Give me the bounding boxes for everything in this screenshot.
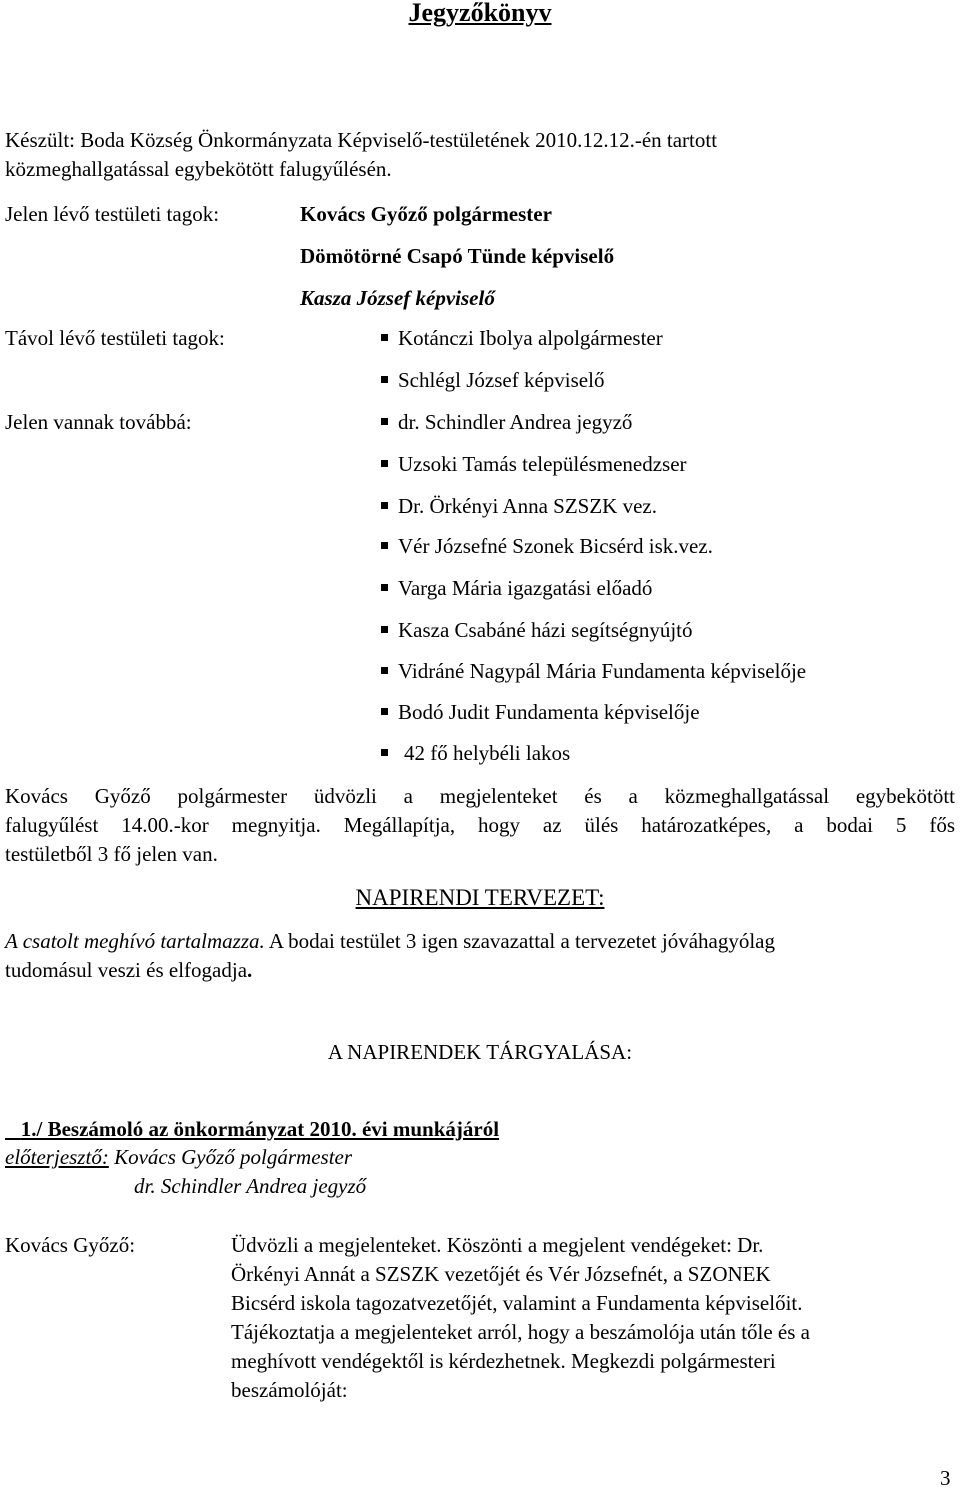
bullet-icon — [381, 667, 388, 674]
page-number: 3 — [940, 1466, 951, 1490]
agenda-line-1: A csatolt meghívó tartalmazza. A bodai testület 3 igen szavazattal a tervezetet jóváhagyólag — [5, 929, 775, 953]
bullet-icon — [381, 502, 388, 509]
bullet-icon — [381, 418, 388, 425]
speech-line: beszámolóját: — [231, 1378, 348, 1402]
intro-line-2: közmeghallgatással egybekötött falugyűlésén. — [5, 157, 392, 181]
agenda-line-2: tudomásul veszi és elfogadja. — [5, 958, 253, 982]
document-title: Jegyzőkönyv — [408, 0, 552, 27]
bullet-icon — [381, 460, 388, 467]
attendee-item: Vér Józsefné Szonek Bicsérd isk.vez. — [381, 534, 713, 558]
attendee-item: Bodó Judit Fundamenta képviselője — [381, 700, 700, 724]
bullet-icon — [381, 376, 388, 383]
attendee-item: Vidráné Nagypál Mária Fundamenta képviselője — [381, 659, 806, 683]
attendee-item: Kasza Csabáné házi segítségnyújtó — [381, 618, 693, 642]
item-1-presenter: előterjesztő: Kovács Győző polgármester — [5, 1145, 353, 1169]
absent-member: Kotánczi Ibolya alpolgármester — [381, 326, 663, 350]
present-member: Kovács Győző polgármester — [300, 202, 552, 226]
speech-line: meghívott vendégektől is kérdezhetnek. Megkezdi polgármesteri — [231, 1349, 776, 1373]
bullet-icon — [381, 334, 388, 341]
attendee-item: dr. Schindler Andrea jegyző — [381, 410, 632, 434]
speaker-label: Kovács Győző: — [5, 1233, 136, 1257]
discussion-heading: A NAPIRENDEK TÁRGYALÁSA: — [327, 1040, 633, 1064]
present-member: Dömötörné Csapó Tünde képviselő — [300, 244, 615, 268]
intro-line-1: Készült: Boda Község Önkormányzata Képviselő-testületének 2010.12.12.-én tartott — [5, 128, 718, 152]
item-1-title: 1./ Beszámoló az önkormányzat 2010. évi munkájáról — [20, 1117, 500, 1141]
bullet-icon — [381, 749, 388, 756]
bullet-icon — [381, 708, 388, 715]
agenda-heading: NAPIRENDI TERVEZET: — [355, 885, 605, 910]
present-member: Kasza József képviselő — [300, 286, 495, 310]
attendee-item: Uzsoki Tamás településmenedzser — [381, 452, 687, 476]
attendee-item: 42 fő helybéli lakos — [381, 741, 570, 765]
bullet-icon — [381, 626, 388, 633]
speech-line: Bicsérd iskola tagozatvezetőjét, valamint a Fundamenta képviselőit. — [231, 1291, 803, 1315]
item-1-presenter-2: dr. Schindler Andrea jegyző — [134, 1174, 367, 1198]
speech-line: Örkényi Annát a SZSZK vezetőjét és Vér Józsefnét, a SZONEK — [231, 1262, 771, 1286]
opening-line-3: testületből 3 fő jelen van. — [5, 842, 218, 866]
bullet-icon — [381, 584, 388, 591]
absent-label: Távol lévő testületi tagok: — [5, 326, 225, 350]
opening-line-2: falugyűlést 14.00.-kor megnyitja. Megállapítja, hogy az ülés határozatképes, a bodai 5 fős — [5, 813, 955, 837]
present-label: Jelen lévő testületi tagok: — [5, 202, 220, 226]
others-label: Jelen vannak továbbá: — [5, 410, 192, 434]
speech-line: Üdvözli a megjelenteket. Köszönti a megjelent vendégeket: Dr. — [231, 1233, 764, 1257]
speech-line: Tájékoztatja a megjelenteket arról, hogy a beszámolója után tőle és a — [231, 1320, 810, 1344]
attendee-item: Dr. Örkényi Anna SZSZK vez. — [381, 494, 657, 518]
opening-line-1: Kovács Győző polgármester üdvözli a megjelenteket és a közmeghallgatással egybekötött — [5, 784, 955, 808]
attendee-item: Varga Mária igazgatási előadó — [381, 576, 652, 600]
bullet-icon — [381, 542, 388, 549]
absent-member: Schlégl József képviselő — [381, 368, 604, 392]
